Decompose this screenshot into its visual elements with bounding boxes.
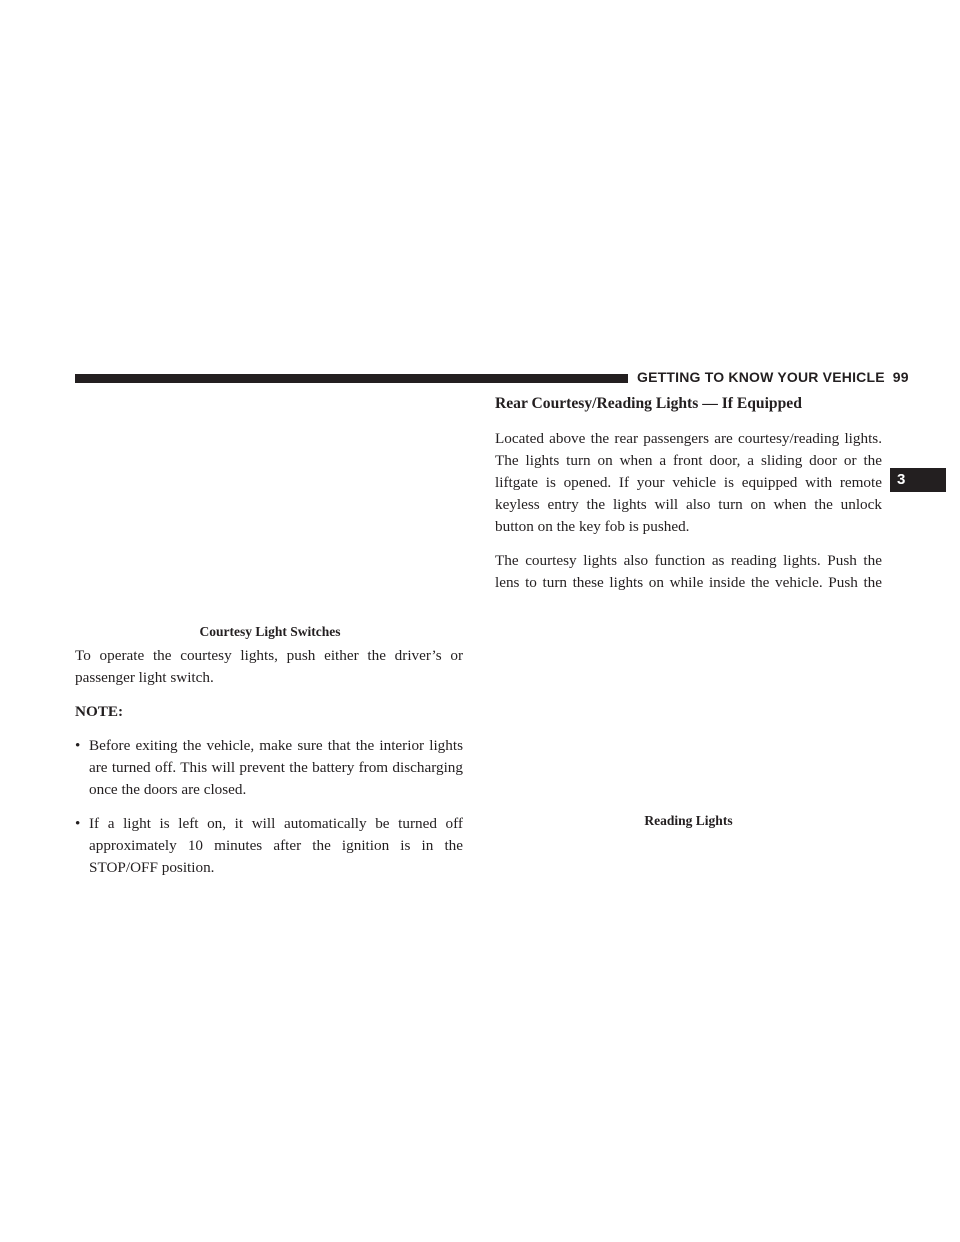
bullet-text: Before exiting the vehicle, make sure that the interior lights are turned off. This will prevent the battery from discharging once the doors are closed.	[89, 737, 463, 798]
note-label: NOTE:	[75, 703, 124, 720]
header-title: GETTING TO KNOW YOUR VEHICLE	[637, 369, 885, 385]
bullet-icon: •	[75, 737, 81, 754]
header-rule	[75, 374, 628, 383]
section-heading: Rear Courtesy/Reading Lights — If Equipped	[495, 395, 802, 412]
list-item	[75, 735, 463, 801]
chapter-tab: 3	[890, 468, 946, 492]
reading-lights-figure	[495, 592, 882, 807]
bullet-text: If a light is left on, it will automatically be turned off approximately 10 minutes after the ignition is in the STOP/OFF position.	[89, 815, 463, 876]
note-bullet-list	[75, 735, 463, 879]
figure-caption-reading-lights: Reading Lights	[644, 813, 733, 828]
figure-caption-courtesy-light-switches: Courtesy Light Switches	[199, 624, 341, 639]
body-paragraph: Located above the rear passengers are courtesy/reading lights. The lights turn on when a front door, a sliding door or the liftgate is opened. If your vehicle is equipped with remote keyless entry the lights will also turn on when the unlock button on the key fob is pushed.	[495, 430, 882, 535]
bullet-icon: •	[75, 815, 81, 832]
intro-paragraph: To operate the courtesy lights, push either the driver’s or passenger light switch.	[75, 647, 463, 686]
courtesy-light-switches-figure	[75, 392, 465, 617]
body-paragraph: The courtesy lights also function as reading lights. Push the lens to turn these lights on while inside the vehicle. Push the	[495, 552, 882, 591]
page-number: 99	[892, 369, 909, 385]
running-header	[637, 369, 909, 385]
left-column	[75, 645, 463, 891]
list-item	[75, 813, 463, 879]
